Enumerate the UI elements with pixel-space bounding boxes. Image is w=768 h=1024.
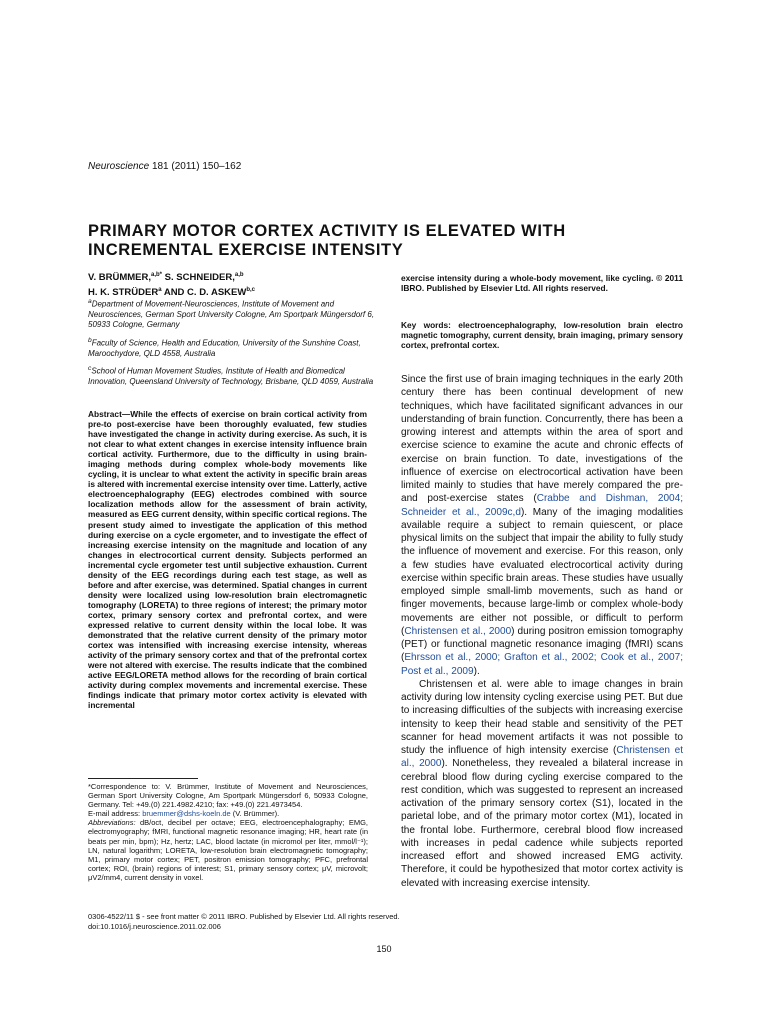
affiliation-b-sup: b (88, 336, 92, 344)
journal-issue: 181 (2011) 150–162 (151, 161, 242, 172)
author-4: AND C. D. ASKEW (161, 287, 247, 299)
journal-name: Neuroscience (88, 161, 150, 172)
correspondence-note: *Correspondence to: V. Brümmer, Institute of Movement and Neurosciences, German Sport University Cologne, Am Sportpark Müngersdorf 6, 50933 Cologne, Germany. Tel: +49.(0) 221.4982.4210; fax: +49.(0) 221.4973454. (88, 782, 368, 810)
affiliation-b-text: Faculty of Science, Health and Education, University of the Sunshine Coast, Maroochydore, QLD 4558, Australia (88, 338, 361, 358)
affiliation-b (88, 336, 376, 359)
body-paragraph-1 (401, 373, 683, 678)
abstract-continued: exercise intensity during a whole-body movement, like cycling. © 2011 IBRO. Published by Elsevier Ltd. All rights reserved. (401, 273, 683, 294)
journal-reference (88, 161, 241, 172)
citation-link[interactable]: Crabbe and Dishman, 2004; Schneider et al., 2009c,d (401, 493, 683, 518)
abbreviations-note (88, 818, 368, 882)
affiliation-c-sup: c (88, 365, 92, 373)
abstract: Abstract—While the effects of exercise on brain cortical activity from pre-to post-exercise have been thoroughly evaluated, few studies have investigated the change in activity during exercise. As such, it is not clear to what extent changes in exercise intensity influence brain cortical activity. Furthermore, due to the difficulty in using brain-imaging methods during complex whole-body movements like cycling, it is unclear to what extent the activity in specific brain areas is altered with incremental exercise intensity over time. Latterly, active electroencephalography (EEG) electrodes combined with source localization methods allow for the assessment of brain activity, measured as EEG current density, within specific cortical regions. The present study aimed to investigate the application of this method during exercise on a cycle ergometer, and to investigate the effect of increasing exercise intensity on the magnitude and location of any changes in electrocortical current density. Subjects performed an incremental cycle ergometer test until subjective exhaustion. Current density of the EEG recordings during each test stage, as well as before and after exercise, was determined. Spatial changes in current density were localized using low-resolution brain electromagnetic tomography (LORETA) to three regions of interest; the primary motor cortex, primary sensory cortex and prefrontal cortex, and were expressed relative to current density within the local lobe. It was demonstrated that the relative current density of the primary motor cortex was intensified with increasing exercise intensity, whereas activity of the primary sensory cortex and that of the prefrontal cortex were not altered with exercise. The results indicate that the combined active EEG/LORETA method allows for the recording of brain cortical activity during complex movements and incremental exercise. These findings indicate that primary motor cortex activity is elevated with incremental (88, 409, 368, 711)
paper-title: PRIMARY MOTOR CORTEX ACTIVITY IS ELEVATED WITH INCREMENTAL EXERCISE INTENSITY (88, 222, 566, 259)
author-1-sup: a,b* (151, 272, 163, 278)
email-link[interactable]: bruemmer@dshs-koeln.de (142, 809, 231, 819)
author-4-sup: b,c (246, 287, 256, 294)
affiliation-a-text: Department of Movement-Neurosciences, Institute of Movement and Neurosciences, German Sport University Cologne, Am Sportpark Müngersdorf 6, 50933 Cologne, Germany (88, 299, 375, 330)
citation-link[interactable]: Christensen et al., 2000 (404, 625, 512, 637)
p1-text-b: ). Many of the imaging modalities available require a subject to remain quiescent, or place physical limits on the subject that impair the ability to fully study the influence of movement and exercise. For this reason, only a few studies have evaluated electrocortical activity during exercise within specific brain areas. These studies have usually employed simple small-limb movements, such as hand or finger movements, because large-limb or complex whole-body movements are either not possible, or difficult to perform ( (401, 506, 683, 637)
citation-link[interactable]: Christensen et al., 2000 (401, 745, 683, 770)
p1-text-d: ). (473, 665, 480, 677)
abbrev-text: dB/oct, decibel per octave; EEG, electroencephalography; EMG, electromyography; fMRI, functional magnetic resonance imaging; HR, heart rate (in beats per min, bpm); Hz, hertz; LAC, blood lactate (in micromol per liter, mmol/l⁻¹); LN, natural logarithm; LORETA, low-resolution brain electromagnetic tomography; M1, primary motor cortex; PET, positron emission tomography; PFC, prefrontal cortex; ROI, (brain) regions of interest; S1, primary sensory cortex; μV, microvolt; μV2/mm4, current density in voxel. (88, 818, 368, 882)
page-number: 150 (376, 944, 392, 954)
body-text (401, 373, 683, 890)
affiliation-a (88, 297, 376, 331)
affiliation-c-text: School of Human Movement Studies, Institute of Health and Biomedical Innovation, Queensland University of Technology, Brisbane, QLD 4059, Australia (88, 367, 374, 387)
copyright-note (88, 912, 688, 932)
keywords: Key words: electroencephalography, low-resolution brain electro magnetic tomography, current density, brain imaging, primary sensory cortex, prefrontal cortex. (401, 320, 683, 351)
author-2: S. SCHNEIDER, (162, 272, 235, 284)
p2-text-a: Christensen et al. were able to image changes in brain activity during low intensity cycling exercise using PET. But due to increasing difficulties of the subjects with increasing exercise intensity to keep their head stable and sensitivity of the PET scanner for head movement artifacts it was not possible to study the influence of high intensity exercise ( (401, 678, 683, 756)
p2-text-b: ). Nonetheless, they revealed a bilateral increase in cerebral blood flow during cycling exercise compared to the rest condition, which was suggested to represent an increased activation of the primary sensory cortex (S1), located in the parietal lobe, and of the primary motor cortex (M1), located in the frontal lobe. Furthermore, cerebral blood flow increased with increases in pedal cadence while subjects reported increased effort and showed increased EMG activity. Therefore, it could be hypothesized that motor cortex activity is elevated with increasing exercise intensity. (401, 758, 684, 889)
author-3: H. K. STRÜDER (88, 287, 159, 299)
author-1: V. BRÜMMER, (88, 272, 151, 284)
email-note (88, 809, 368, 818)
p1-text-a: Since the first use of brain imaging techniques in the early 20th century there has been continual development of new techniques, which have facilitated significant advances in our understanding of brain function. Concurrently, there has been a growing interest and attempts within the area of sport and exercise science to examine the acute and chronic effects of exercise on brain function. To date, investigations of the influence of exercise on electrocortical activation have been limited mainly to studies that have merely compared the pre- and post-exercise states ( (401, 374, 683, 505)
footnote-divider (88, 778, 198, 779)
email-suffix: (V. Brümmer). (230, 809, 280, 819)
affiliation-c (88, 364, 376, 387)
email-label: E-mail address: (88, 809, 143, 819)
issn-line: 0306-4522/11 $ - see front matter © 2011 IBRO. Published by Elsevier Ltd. All rights reserved. (88, 912, 400, 921)
citation-link[interactable]: Ehrsson et al., 2000; Grafton et al., 2002; Cook et al., 2007; Post et al., 2009 (401, 652, 683, 677)
affiliations (88, 297, 376, 393)
affiliation-a-sup: a (88, 298, 92, 305)
p1-text-c: ) during positron emission tomography (PET) or functional magnetic resonance imaging (fMRI) scans ( (401, 625, 683, 664)
doi-line: doi:10.1016/j.neuroscience.2011.02.006 (88, 922, 221, 931)
abbrev-label: Abbreviations: (88, 818, 136, 828)
author-2-sup: a,b (234, 272, 244, 278)
author-list (88, 269, 378, 299)
body-paragraph-2 (401, 678, 683, 890)
footnotes (88, 782, 368, 882)
author-3-sup: a (158, 287, 162, 294)
